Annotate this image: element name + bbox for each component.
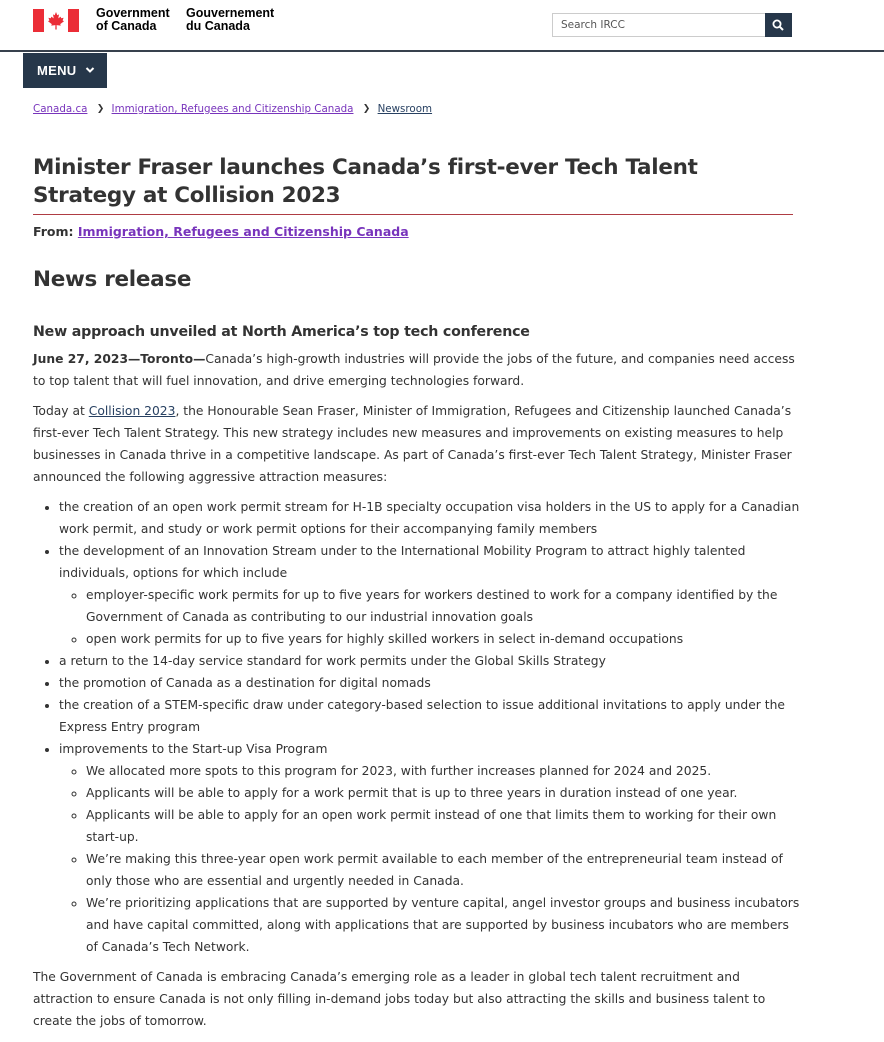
- signature-english: [96, 7, 170, 32]
- article-body: [33, 348, 803, 1040]
- from-line: [33, 224, 409, 239]
- menu-label: MENU: [37, 63, 77, 78]
- search-input[interactable]: [552, 13, 765, 37]
- measures-list: [33, 496, 803, 958]
- sub-list: [59, 584, 803, 650]
- paragraph-2-before: Today at: [33, 404, 89, 418]
- site-header: [0, 0, 884, 52]
- sub-list-item: ◦ employer-specific work permits for up to five years for workers destined to work for a company identified by the Government of Canada as contributing to our industrial innovation goals: [86, 584, 803, 628]
- list-item: [59, 738, 803, 958]
- chevron-down-icon: [85, 66, 95, 74]
- search-icon: [772, 19, 784, 31]
- breadcrumb-link-canada[interactable]: Canada.ca: [33, 103, 88, 115]
- list-item: • the creation of a STEM-specific draw under category-based selection to issue additional invitations to apply under the Express Entry program: [59, 694, 803, 738]
- signature-fr-line2: du Canada: [186, 18, 250, 33]
- list-item: [59, 540, 803, 650]
- government-of-canada-signature[interactable]: [33, 6, 275, 35]
- paragraph-1-text: Canada’s high-growth industries will provide the jobs of the future, and companies need access to top talent that will fuel innovation, and drive emerging technologies forward.: [33, 352, 795, 388]
- section-heading: News release: [33, 267, 192, 292]
- paragraph-3: The Government of Canada is embracing Canada’s emerging role as a leader in global tech talent recruitment and attraction to ensure Canada is not only filling in-demand jobs today but also attracting the skills and business talent to create the jobs of tomorrow.: [33, 970, 766, 1028]
- sub-list-item: ◦ We allocated more spots to this program for 2023, with further increases planned for 2024 and 2025.: [86, 760, 803, 782]
- paragraph-2-after: , the Honourable Sean Fraser, Minister of Immigration, Refugees and Citizenship launched Canada’s first-ever Tech Talent Strategy. This new strategy includes new measures and improvements on existing measures to help businesses in Canada thrive in a competitive landscape. As part of Canada’s first-ever Tech Talent Strategy, Minister Fraser announced the following aggressive attraction measures:: [33, 404, 792, 484]
- menu-button[interactable]: [23, 53, 107, 88]
- breadcrumb-chevron-icon: ❯: [362, 104, 371, 114]
- from-label: From:: [33, 224, 74, 239]
- from-department-link[interactable]: Immigration, Refugees and Citizenship Canada: [77, 224, 409, 239]
- sub-list-item: ◦ Applicants will be able to apply for a work permit that is up to three years in duration instead of one year.: [86, 782, 803, 804]
- signature-french: [186, 7, 274, 32]
- subheading: New approach unveiled at North America’s top tech conference: [33, 324, 530, 340]
- dateline: June 27, 2023—Toronto—: [33, 352, 206, 366]
- list-item-text: the development of an Innovation Stream under to the International Mobility Program to attract highly talented individuals, options for which include: [59, 544, 746, 580]
- paragraph-1: [33, 348, 803, 392]
- breadcrumb: [33, 103, 432, 115]
- sub-list: [59, 760, 803, 958]
- search-button[interactable]: [765, 13, 792, 37]
- sub-list-item: ◦ We’re prioritizing applications that are supported by venture capital, angel investor groups and business incubators and have capital committed, along with applications that are supported by business incubators who are members of Canada’s Tech Network.: [86, 892, 803, 958]
- canada-flag-icon: [33, 9, 79, 32]
- breadcrumb-link-ircc[interactable]: Immigration, Refugees and Citizenship Canada: [111, 103, 354, 115]
- list-item: • the promotion of Canada as a destination for digital nomads: [59, 672, 803, 694]
- collision-2023-link[interactable]: Collision 2023: [88, 404, 176, 418]
- breadcrumb-link-newsroom[interactable]: Newsroom: [377, 103, 433, 115]
- breadcrumb-chevron-icon: ❯: [96, 104, 105, 114]
- sub-list-item: ◦ We’re making this three-year open work permit available to each member of the entrepreneurial team instead of only those who are essential and urgently needed in Canada.: [86, 848, 803, 892]
- paragraph-2: [33, 400, 803, 488]
- list-item: • the creation of an open work permit stream for H-1B specialty occupation visa holders in the US to apply for a Canadian work permit, and study or work permit options for their accompanying family members: [59, 496, 803, 540]
- search-form: [552, 13, 792, 37]
- sub-list-item: ◦ open work permits for up to five years for highly skilled workers in select in-demand occupations: [86, 628, 803, 650]
- signature-en-line2: of Canada: [96, 18, 157, 33]
- signature-fr-line1: Gouvernement: [186, 6, 275, 20]
- page-title: Minister Fraser launches Canada’s first-ever Tech Talent Strategy at Collision 2023: [33, 155, 698, 208]
- list-item: • a return to the 14-day service standard for work permits under the Global Skills Strategy: [59, 650, 803, 672]
- title-divider: [33, 214, 793, 215]
- list-item-text: improvements to the Start-up Visa Program: [59, 742, 328, 756]
- sub-list-item: ◦ Applicants will be able to apply for an open work permit instead of one that limits them to working for their own start-up.: [86, 804, 803, 848]
- signature-en-line1: Government: [96, 6, 170, 20]
